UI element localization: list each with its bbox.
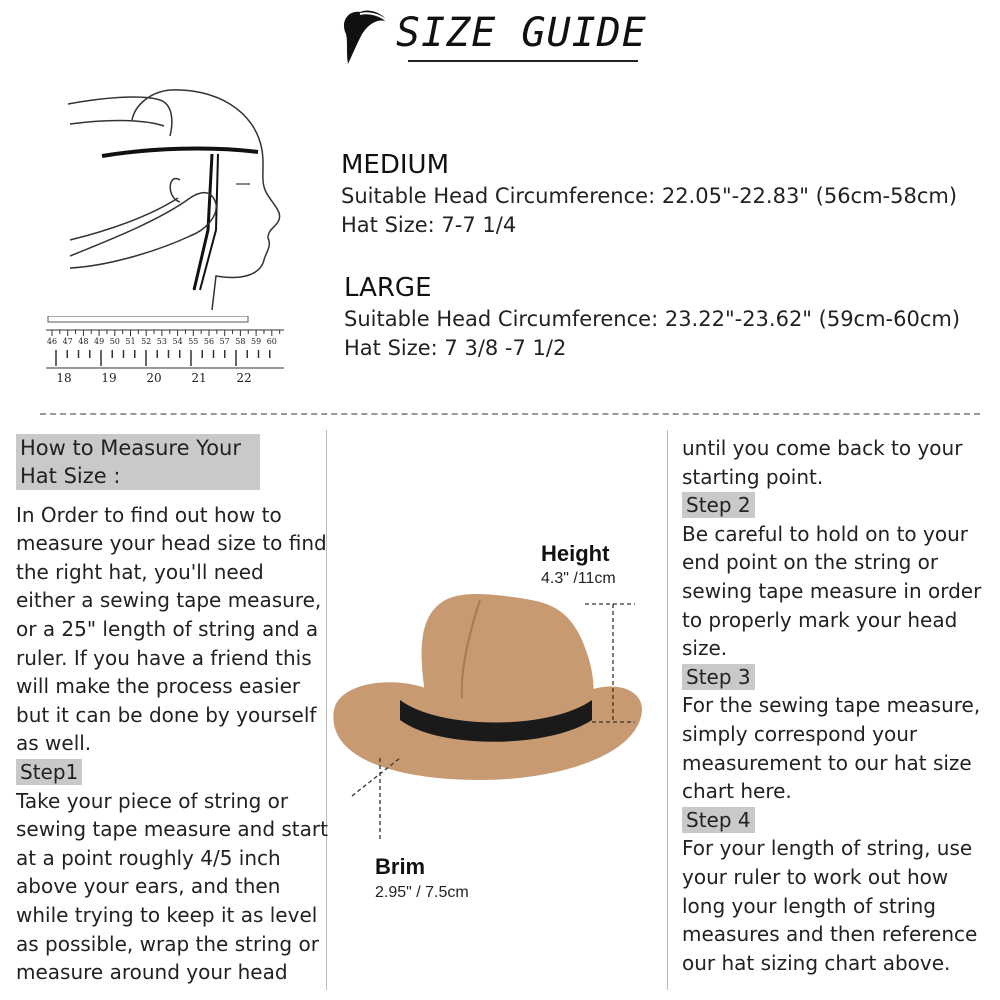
step2-text: Be careful to hold on to your end point on the string or sewing tape measure in order to properly mark your head size.: [682, 521, 982, 661]
ruler-cm-label: 60: [266, 337, 277, 346]
size-large-circumference: Suitable Head Circumference: 23.22"-23.62" (59cm-60cm): [344, 307, 961, 331]
column-divider-right: [667, 430, 668, 990]
ruler-inch-label: 20: [146, 371, 162, 385]
ruler-cm-label: 50: [109, 337, 120, 346]
section-divider: [40, 413, 980, 415]
size-medium-circumference: Suitable Head Circumference: 22.05"-22.83" (56cm-58cm): [341, 184, 958, 208]
panama-hat-image: [330, 580, 660, 844]
ruler-cm-label: 52: [141, 337, 152, 346]
size-large-name: LARGE: [344, 273, 432, 303]
measure-intro: In Order to find out how to measure your head size to find the right hat, you'll need either a sewing tape measure, or a 25" length of string and a ruler. If you have a friend this will make the process easier but it can be done by yourself as well.: [16, 502, 327, 756]
ruler-cm-label: 47: [62, 337, 73, 346]
size-medium-name: MEDIUM: [341, 150, 450, 180]
ruler-cm-label: 59: [251, 337, 262, 346]
step1-text: Take your piece of string or sewing tape measure and start at a point roughly 4/5 inch above your ears, and then while trying to keep it as level as possible, wrap the string or measure around your head: [16, 788, 328, 985]
ruler-cm-label: 49: [94, 337, 105, 346]
hat-crown: [422, 594, 594, 711]
height-label: Height: [541, 541, 610, 566]
ruler-inch-label: 21: [191, 371, 207, 385]
ruler-cm-label: 58: [235, 337, 246, 346]
measure-instructions-left: [16, 434, 328, 987]
heart-hat-icon: [338, 4, 398, 66]
step3-text: For the sewing tape measure, simply correspond your measurement to our hat size chart here.: [682, 693, 981, 804]
ruler-cm-label: 53: [156, 337, 167, 346]
ruler-cm-label: 54: [172, 337, 183, 346]
brim-label: Brim: [375, 854, 426, 879]
ruler-cm-label: 48: [78, 337, 89, 346]
step3-label: Step 3: [682, 664, 755, 690]
step4-text: For your length of string, use your ruler to work out how long your length of string measures and then reference our hat sizing chart above.: [682, 836, 978, 975]
ruler-cm-label: 46: [46, 337, 58, 346]
ruler-cm-label: 56: [203, 337, 215, 346]
ruler-cm-label: 51: [125, 337, 136, 346]
size-large-hat-size: Hat Size: 7 3/8 -7 1/2: [344, 336, 567, 360]
measure-instructions-right: [682, 434, 994, 977]
ruler-cm-label: 57: [219, 337, 230, 346]
page-title: SIZE GUIDE: [396, 10, 647, 56]
step1-label: Step1: [16, 759, 82, 785]
step4-label: Step 4: [682, 807, 755, 833]
ruler-cm-label: 55: [188, 337, 199, 346]
step1-continued: until you come back to your starting point.: [682, 436, 963, 489]
brim-value: 2.95" / 7.5cm: [375, 884, 469, 901]
measuring-ruler: [44, 316, 289, 392]
height-value: 4.3" /11cm: [541, 570, 616, 587]
title-underline: [408, 60, 638, 62]
size-medium-hat-size: Hat Size: 7-7 1/4: [341, 213, 517, 237]
ruler-inch-label: 22: [236, 371, 252, 385]
measure-heading: How to Measure Your Hat Size :: [16, 434, 260, 490]
ruler-inch-label: 19: [101, 371, 117, 385]
ruler-inch-label: 18: [56, 371, 72, 385]
head-measure-illustration: [40, 80, 300, 324]
step2-label: Step 2: [682, 492, 755, 518]
